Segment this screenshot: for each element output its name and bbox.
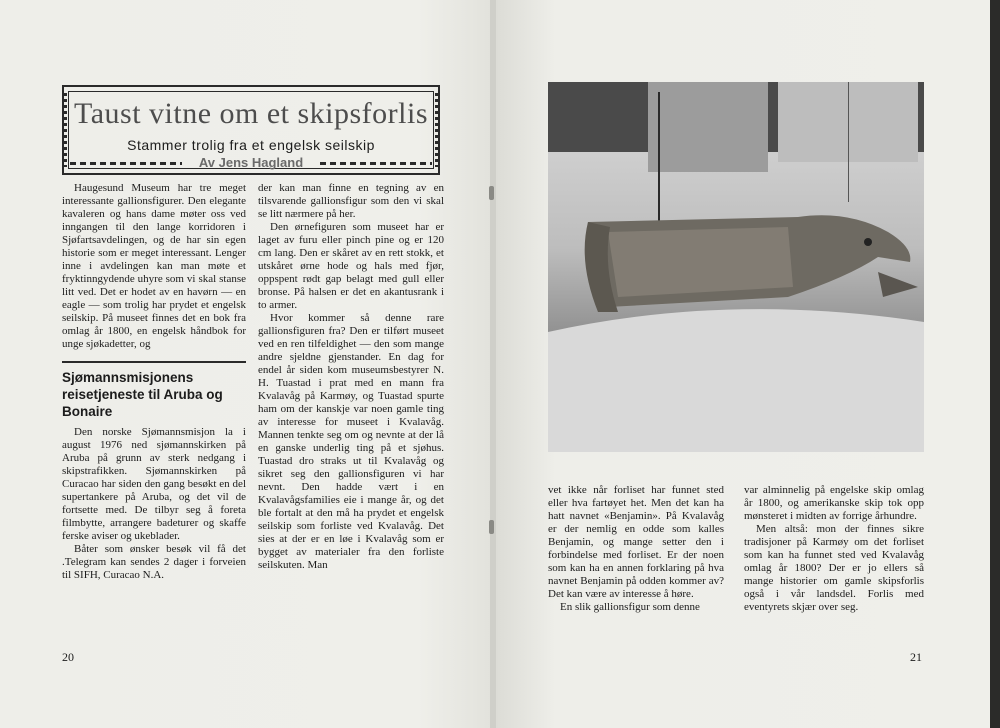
article-paragraph: Den ørnefiguren som museet har er laget av furu eller pinch pine og er 120 cm lang. Den er skåret av en rett stokk, et utskåret ørne hode og hals med fjør, oppspent rødt gap belagt med gull eller bronse. På halsen er det en akantusrank i to armer. <box>258 221 444 311</box>
sidebar-paragraph: Båter som ønsker besøk vil få det .Telegram kan sendes 2 dager i forveien til SIFH, Curacao N.A. <box>62 543 246 581</box>
right-column-1 <box>548 484 724 614</box>
right-column-2 <box>744 484 924 614</box>
article-subtitle: Stammer trolig fra et engelsk seilskip <box>127 137 375 153</box>
left-page <box>0 0 492 728</box>
figurehead-photo <box>548 82 924 452</box>
article-paragraph: Haugesund Museum har tre meget interessante gallionsfigurer. Den elegante kavaleren og hans dame møter oss ved inngangen til den lange korridoren i Sjøfartsavdelingen, og de har sin egen historie som er meget interessant. Lenger inne i avdelingen kan man møte et fryktinngydende uhyre som vi skal stanse litt ved. Det er hodet av en havørn — en eagle — som trolig har prydet et engelsk seilskip. På museet finnes det en bok fra omlag år 1800, en engelsk håndbok for unge sjøkadetter, og <box>62 182 246 350</box>
article-paragraph: Hvor kommer så denne rare gallionsfiguren fra? Den er tilført museet ved en ren tilfeldighet — den som mange andre sjeldne gjenstander. En dag for endel år siden kom museumsbestyrer N. H. Tuastad i prat med en mann fra Kvalavåg på Karmøy, og Tuastad spurte ham om der kanskje var noen gamle ting av interesse for museet i Kvalavåg. Mannen tenkte seg om og nevnte at der lå en ganske underlig ting på et sjøhus. Tuastad dro straks ut til Kvalavåg og sikret seg den gallionsfiguren vi har nevnt. Den hadde vært i en Kvalavågsfamilies eie i mange år, og det ble fortalt at den må ha prydet et engelsk seilskip som forliste ved Kvalavåg. Det sies at der er en løe i Kvalavåg som er bygget av materialer fra den forliste seilskuten. Man <box>258 312 444 571</box>
staple-top <box>489 186 494 200</box>
byline-row <box>64 157 438 171</box>
eagle-figurehead-image <box>548 82 924 452</box>
article-paragraph: var alminnelig på engelske skip omlag år 1800, og amerikanske skip tok opp mønsteret i midten av forrige århundre. <box>744 484 924 522</box>
left-column-1 <box>62 182 246 582</box>
page-number-right: 21 <box>910 650 922 664</box>
sidebar-paragraph: Den norske Sjømannsmisjon la i august 1976 ned sjømannskirken på Aruba på grunn av sterk nedgang i skipstrafikken. Sjømannskirken på Curacao har siden den gang besøkt en del supertankere på Aruba, og det vil de fortsette med. De tilbyr seg å foreta filmbytte, arrangere badeturer og skaffe ferske aviser og ukeblader. <box>62 426 246 542</box>
page-number-left: 20 <box>62 650 74 664</box>
box-top-rule <box>62 361 246 363</box>
title-box <box>62 85 440 175</box>
staple-bottom <box>489 520 494 534</box>
left-column-2 <box>258 182 444 572</box>
article-byline: Av Jens Hagland <box>198 155 304 170</box>
article-headline: Taust vitne om et skipsforlis <box>73 97 429 130</box>
sidebar-heading: Sjømannsmisjonens reisetjeneste til Aruba og Bonaire <box>62 370 223 419</box>
article-paragraph: vet ikke når forliset har funnet sted eller hva fartøyet het. Men det kan ha hatt navnet «Benjamin». På Kvalavåg er der nemlig en odde som kalles Benjamin, og mange setter den i forbindelse med forliset. Er der noen som kan ha en annen forklaring på hva navnet Benjamin på odden kommer av? Det kan være av interesse å høre. <box>548 484 724 600</box>
article-paragraph: En slik gallionsfigur som denne <box>560 601 700 613</box>
background-edge <box>990 0 1000 728</box>
article-paragraph: der kan man finne en tegning av en tilsvarende gallionsfigur som den vi skal se litt nærmere på her. <box>258 182 444 220</box>
article-paragraph: Men altså: mon der finnes sikre tradisjoner på Karmøy om det forliset som kan ha funnet sted ved Kvalavåg omlag år 1800? Der er jo ellers så mange historier om gamle skipsforlis også i vår landsdel. Forlis med eventyrets skjær over seg. <box>744 523 924 613</box>
